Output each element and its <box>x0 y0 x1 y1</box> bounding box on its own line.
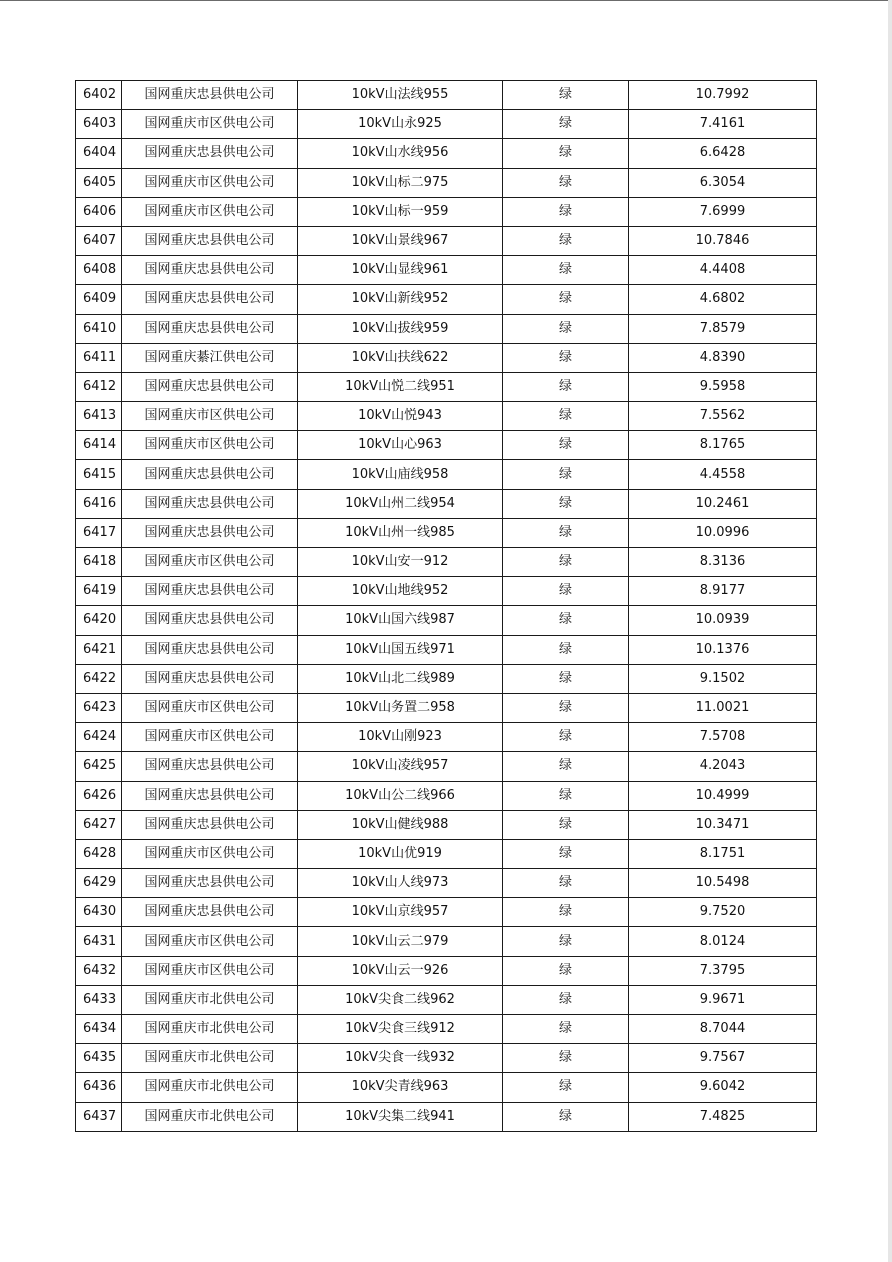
value-cell: 10.7992 <box>629 81 817 110</box>
status-color-cell: 绿 <box>503 110 629 139</box>
company-cell: 国网重庆市区供电公司 <box>122 927 298 956</box>
row-id-cell: 6431 <box>76 927 122 956</box>
company-cell: 国网重庆綦江供电公司 <box>122 343 298 372</box>
company-cell: 国网重庆忠县供电公司 <box>122 781 298 810</box>
row-id-cell: 6417 <box>76 518 122 547</box>
value-cell: 7.8579 <box>629 314 817 343</box>
line-name-cell: 10kV尖集二线941 <box>298 1102 503 1131</box>
company-cell: 国网重庆市区供电公司 <box>122 431 298 460</box>
company-cell: 国网重庆忠县供电公司 <box>122 372 298 401</box>
value-cell: 7.6999 <box>629 197 817 226</box>
status-color-cell: 绿 <box>503 139 629 168</box>
value-cell: 7.4825 <box>629 1102 817 1131</box>
table-row <box>76 927 817 956</box>
line-name-cell: 10kV山悦二线951 <box>298 372 503 401</box>
status-color-cell: 绿 <box>503 402 629 431</box>
line-name-cell: 10kV山刚923 <box>298 723 503 752</box>
line-name-cell: 10kV山法线955 <box>298 81 503 110</box>
value-cell: 10.7846 <box>629 226 817 255</box>
company-cell: 国网重庆忠县供电公司 <box>122 460 298 489</box>
company-cell: 国网重庆忠县供电公司 <box>122 518 298 547</box>
value-cell: 9.6042 <box>629 1073 817 1102</box>
row-id-cell: 6402 <box>76 81 122 110</box>
row-id-cell: 6404 <box>76 139 122 168</box>
table-row <box>76 1073 817 1102</box>
table-row <box>76 460 817 489</box>
row-id-cell: 6411 <box>76 343 122 372</box>
row-id-cell: 6407 <box>76 226 122 255</box>
table-row <box>76 197 817 226</box>
line-name-cell: 10kV山北二线989 <box>298 664 503 693</box>
value-cell: 9.5958 <box>629 372 817 401</box>
row-id-cell: 6413 <box>76 402 122 431</box>
status-color-cell: 绿 <box>503 1044 629 1073</box>
status-color-cell: 绿 <box>503 1015 629 1044</box>
value-cell: 8.9177 <box>629 577 817 606</box>
status-color-cell: 绿 <box>503 577 629 606</box>
status-color-cell: 绿 <box>503 343 629 372</box>
status-color-cell: 绿 <box>503 898 629 927</box>
table-row <box>76 139 817 168</box>
table-row <box>76 869 817 898</box>
line-name-cell: 10kV山庙线958 <box>298 460 503 489</box>
table-row <box>76 898 817 927</box>
line-name-cell: 10kV山京线957 <box>298 898 503 927</box>
company-cell: 国网重庆市区供电公司 <box>122 197 298 226</box>
line-name-cell: 10kV山务置二958 <box>298 693 503 722</box>
row-id-cell: 6418 <box>76 548 122 577</box>
company-cell: 国网重庆市区供电公司 <box>122 402 298 431</box>
table-row <box>76 285 817 314</box>
row-id-cell: 6432 <box>76 956 122 985</box>
line-name-cell: 10kV山显线961 <box>298 256 503 285</box>
row-id-cell: 6421 <box>76 635 122 664</box>
value-cell: 8.1765 <box>629 431 817 460</box>
status-color-cell: 绿 <box>503 635 629 664</box>
line-name-cell: 10kV山扶线622 <box>298 343 503 372</box>
company-cell: 国网重庆忠县供电公司 <box>122 664 298 693</box>
table-row <box>76 781 817 810</box>
status-color-cell: 绿 <box>503 723 629 752</box>
line-name-cell: 10kV尖食三线912 <box>298 1015 503 1044</box>
value-cell: 7.3795 <box>629 956 817 985</box>
row-id-cell: 6412 <box>76 372 122 401</box>
line-name-cell: 10kV山景线967 <box>298 226 503 255</box>
value-cell: 6.3054 <box>629 168 817 197</box>
table-row <box>76 956 817 985</box>
line-name-cell: 10kV山地线952 <box>298 577 503 606</box>
value-cell: 4.4408 <box>629 256 817 285</box>
status-color-cell: 绿 <box>503 226 629 255</box>
table-row <box>76 577 817 606</box>
data-table <box>75 80 817 1132</box>
value-cell: 10.4999 <box>629 781 817 810</box>
row-id-cell: 6425 <box>76 752 122 781</box>
value-cell: 7.5708 <box>629 723 817 752</box>
status-color-cell: 绿 <box>503 752 629 781</box>
status-color-cell: 绿 <box>503 372 629 401</box>
table-row <box>76 1102 817 1131</box>
row-id-cell: 6419 <box>76 577 122 606</box>
row-id-cell: 6416 <box>76 489 122 518</box>
company-cell: 国网重庆市区供电公司 <box>122 723 298 752</box>
line-name-cell: 10kV山心963 <box>298 431 503 460</box>
line-name-cell: 10kV山州二线954 <box>298 489 503 518</box>
page-right-edge <box>888 0 892 1262</box>
company-cell: 国网重庆市北供电公司 <box>122 985 298 1014</box>
row-id-cell: 6414 <box>76 431 122 460</box>
row-id-cell: 6434 <box>76 1015 122 1044</box>
value-cell: 8.3136 <box>629 548 817 577</box>
status-color-cell: 绿 <box>503 548 629 577</box>
row-id-cell: 6408 <box>76 256 122 285</box>
table-row <box>76 635 817 664</box>
table-body <box>76 81 817 1132</box>
status-color-cell: 绿 <box>503 693 629 722</box>
value-cell: 9.9671 <box>629 985 817 1014</box>
company-cell: 国网重庆忠县供电公司 <box>122 635 298 664</box>
company-cell: 国网重庆忠县供电公司 <box>122 226 298 255</box>
company-cell: 国网重庆市区供电公司 <box>122 110 298 139</box>
company-cell: 国网重庆忠县供电公司 <box>122 285 298 314</box>
value-cell: 8.7044 <box>629 1015 817 1044</box>
company-cell: 国网重庆市区供电公司 <box>122 168 298 197</box>
line-name-cell: 10kV山悦943 <box>298 402 503 431</box>
status-color-cell: 绿 <box>503 1102 629 1131</box>
row-id-cell: 6422 <box>76 664 122 693</box>
value-cell: 9.1502 <box>629 664 817 693</box>
company-cell: 国网重庆忠县供电公司 <box>122 810 298 839</box>
table-row <box>76 723 817 752</box>
status-color-cell: 绿 <box>503 314 629 343</box>
line-name-cell: 10kV山健线988 <box>298 810 503 839</box>
table-row <box>76 693 817 722</box>
value-cell: 10.2461 <box>629 489 817 518</box>
company-cell: 国网重庆市北供电公司 <box>122 1015 298 1044</box>
value-cell: 8.1751 <box>629 839 817 868</box>
company-cell: 国网重庆忠县供电公司 <box>122 752 298 781</box>
table-row <box>76 372 817 401</box>
status-color-cell: 绿 <box>503 431 629 460</box>
table-row <box>76 839 817 868</box>
line-name-cell: 10kV山永925 <box>298 110 503 139</box>
line-name-cell: 10kV山人线973 <box>298 869 503 898</box>
row-id-cell: 6409 <box>76 285 122 314</box>
line-name-cell: 10kV山公二线966 <box>298 781 503 810</box>
company-cell: 国网重庆市北供电公司 <box>122 1044 298 1073</box>
status-color-cell: 绿 <box>503 810 629 839</box>
row-id-cell: 6403 <box>76 110 122 139</box>
company-cell: 国网重庆忠县供电公司 <box>122 606 298 635</box>
status-color-cell: 绿 <box>503 985 629 1014</box>
value-cell: 6.6428 <box>629 139 817 168</box>
line-name-cell: 10kV山凌线957 <box>298 752 503 781</box>
line-name-cell: 10kV山拔线959 <box>298 314 503 343</box>
status-color-cell: 绿 <box>503 781 629 810</box>
company-cell: 国网重庆市区供电公司 <box>122 839 298 868</box>
row-id-cell: 6429 <box>76 869 122 898</box>
table-row <box>76 402 817 431</box>
line-name-cell: 10kV山优919 <box>298 839 503 868</box>
status-color-cell: 绿 <box>503 460 629 489</box>
table-row <box>76 489 817 518</box>
value-cell: 10.5498 <box>629 869 817 898</box>
row-id-cell: 6415 <box>76 460 122 489</box>
row-id-cell: 6437 <box>76 1102 122 1131</box>
table-row <box>76 110 817 139</box>
company-cell: 国网重庆忠县供电公司 <box>122 81 298 110</box>
row-id-cell: 6430 <box>76 898 122 927</box>
value-cell: 4.8390 <box>629 343 817 372</box>
table-row <box>76 606 817 635</box>
table-row <box>76 226 817 255</box>
value-cell: 4.6802 <box>629 285 817 314</box>
line-name-cell: 10kV山国六线987 <box>298 606 503 635</box>
table-row <box>76 1015 817 1044</box>
line-name-cell: 10kV山云二979 <box>298 927 503 956</box>
value-cell: 8.0124 <box>629 927 817 956</box>
row-id-cell: 6410 <box>76 314 122 343</box>
row-id-cell: 6423 <box>76 693 122 722</box>
company-cell: 国网重庆忠县供电公司 <box>122 869 298 898</box>
table-row <box>76 752 817 781</box>
line-name-cell: 10kV山云一926 <box>298 956 503 985</box>
value-cell: 7.5562 <box>629 402 817 431</box>
value-cell: 4.2043 <box>629 752 817 781</box>
status-color-cell: 绿 <box>503 1073 629 1102</box>
status-color-cell: 绿 <box>503 518 629 547</box>
line-name-cell: 10kV尖食二线962 <box>298 985 503 1014</box>
row-id-cell: 6435 <box>76 1044 122 1073</box>
row-id-cell: 6436 <box>76 1073 122 1102</box>
value-cell: 7.4161 <box>629 110 817 139</box>
status-color-cell: 绿 <box>503 285 629 314</box>
row-id-cell: 6428 <box>76 839 122 868</box>
value-cell: 10.1376 <box>629 635 817 664</box>
row-id-cell: 6427 <box>76 810 122 839</box>
company-cell: 国网重庆忠县供电公司 <box>122 898 298 927</box>
table-row <box>76 343 817 372</box>
table-row <box>76 810 817 839</box>
table-row <box>76 81 817 110</box>
status-color-cell: 绿 <box>503 168 629 197</box>
row-id-cell: 6426 <box>76 781 122 810</box>
company-cell: 国网重庆市区供电公司 <box>122 956 298 985</box>
row-id-cell: 6424 <box>76 723 122 752</box>
row-id-cell: 6405 <box>76 168 122 197</box>
value-cell: 11.0021 <box>629 693 817 722</box>
company-cell: 国网重庆市北供电公司 <box>122 1102 298 1131</box>
row-id-cell: 6420 <box>76 606 122 635</box>
table-row <box>76 548 817 577</box>
table-row <box>76 985 817 1014</box>
company-cell: 国网重庆市区供电公司 <box>122 548 298 577</box>
table-row <box>76 431 817 460</box>
company-cell: 国网重庆忠县供电公司 <box>122 314 298 343</box>
status-color-cell: 绿 <box>503 664 629 693</box>
table-row <box>76 256 817 285</box>
company-cell: 国网重庆市北供电公司 <box>122 1073 298 1102</box>
line-name-cell: 10kV山新线952 <box>298 285 503 314</box>
line-name-cell: 10kV山国五线971 <box>298 635 503 664</box>
line-name-cell: 10kV山标二975 <box>298 168 503 197</box>
line-name-cell: 10kV山州一线985 <box>298 518 503 547</box>
table-row <box>76 518 817 547</box>
table-row <box>76 314 817 343</box>
status-color-cell: 绿 <box>503 256 629 285</box>
line-name-cell: 10kV尖食一线932 <box>298 1044 503 1073</box>
table-row <box>76 664 817 693</box>
value-cell: 10.3471 <box>629 810 817 839</box>
company-cell: 国网重庆忠县供电公司 <box>122 256 298 285</box>
value-cell: 9.7520 <box>629 898 817 927</box>
value-cell: 4.4558 <box>629 460 817 489</box>
company-cell: 国网重庆忠县供电公司 <box>122 139 298 168</box>
status-color-cell: 绿 <box>503 869 629 898</box>
page-top-border <box>0 0 892 1</box>
company-cell: 国网重庆忠县供电公司 <box>122 489 298 518</box>
line-name-cell: 10kV山标一959 <box>298 197 503 226</box>
value-cell: 9.7567 <box>629 1044 817 1073</box>
table-row <box>76 168 817 197</box>
status-color-cell: 绿 <box>503 197 629 226</box>
value-cell: 10.0939 <box>629 606 817 635</box>
status-color-cell: 绿 <box>503 956 629 985</box>
company-cell: 国网重庆忠县供电公司 <box>122 577 298 606</box>
row-id-cell: 6433 <box>76 985 122 1014</box>
table-row <box>76 1044 817 1073</box>
line-name-cell: 10kV山安一912 <box>298 548 503 577</box>
status-color-cell: 绿 <box>503 839 629 868</box>
value-cell: 10.0996 <box>629 518 817 547</box>
status-color-cell: 绿 <box>503 606 629 635</box>
status-color-cell: 绿 <box>503 81 629 110</box>
line-name-cell: 10kV山水线956 <box>298 139 503 168</box>
status-color-cell: 绿 <box>503 489 629 518</box>
line-name-cell: 10kV尖青线963 <box>298 1073 503 1102</box>
row-id-cell: 6406 <box>76 197 122 226</box>
status-color-cell: 绿 <box>503 927 629 956</box>
company-cell: 国网重庆市区供电公司 <box>122 693 298 722</box>
